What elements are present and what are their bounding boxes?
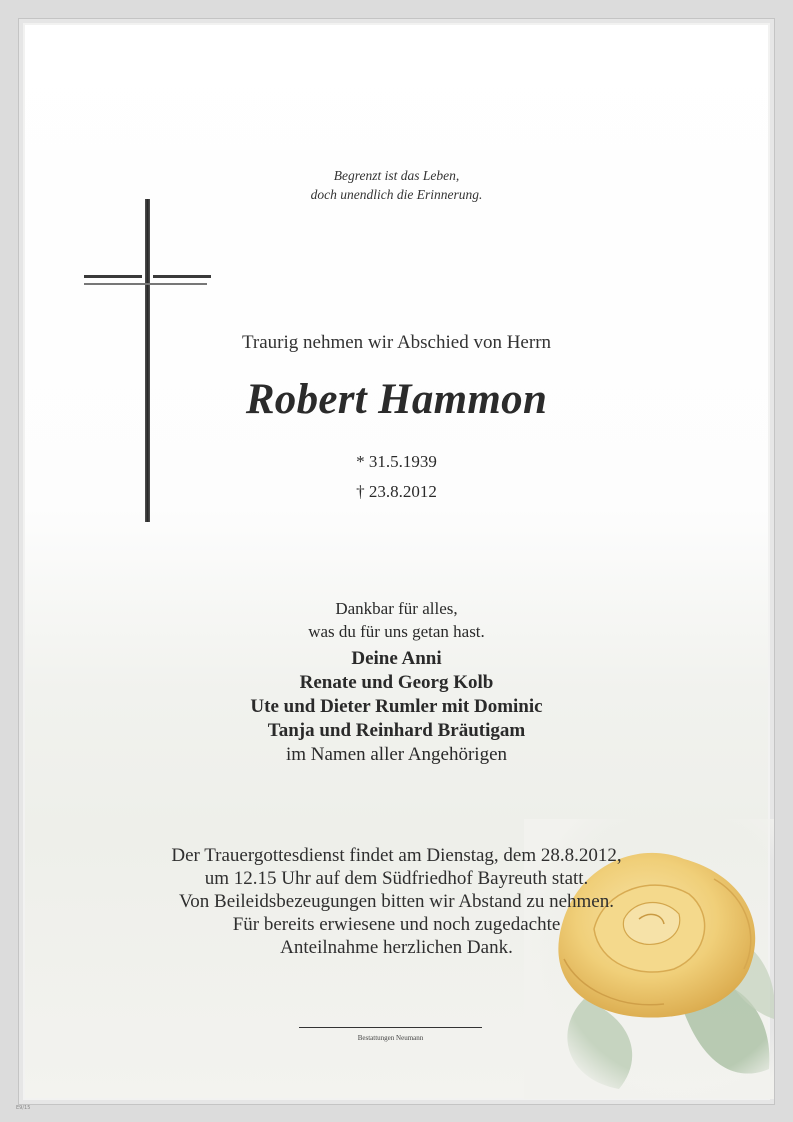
signature-line	[299, 1027, 482, 1028]
family-member: Deine Anni	[351, 648, 442, 669]
motto-line-1: Begrenzt ist das Leben,	[333, 168, 460, 183]
family-member: Renate und Georg Kolb	[299, 672, 494, 693]
motto-line-2: doch unendlich die Erinnerung.	[310, 187, 483, 202]
death-date: † 23.8.2012	[356, 482, 437, 501]
obituary-card	[18, 18, 775, 1105]
thanks-line-1: Dankbar für alles,	[335, 599, 458, 618]
family-closing: im Namen aller Angehörigen	[285, 744, 508, 765]
service-line: Anteilnahme herzlichen Dank.	[280, 937, 513, 958]
birth-date: * 31.5.1939	[356, 452, 437, 471]
family-member: Ute und Dieter Rumler mit Dominic	[250, 696, 543, 717]
undertaker-name: Bestattungen Neumann	[357, 1034, 424, 1042]
motto	[19, 166, 774, 204]
service-line: Von Beileidsbezeugungen bitten wir Abstand zu nehmen.	[179, 891, 614, 912]
service-info	[19, 844, 774, 959]
footer-code: E9/15	[16, 1105, 31, 1111]
family-list	[19, 647, 774, 767]
thanks-text	[19, 597, 774, 643]
service-line: um 12.15 Uhr auf dem Südfriedhof Bayreuth statt.	[204, 868, 589, 889]
intro-text: Traurig nehmen wir Abschied von Herrn	[241, 332, 552, 353]
thanks-line-2: was du für uns getan hast.	[308, 622, 485, 641]
family-member: Tanja und Reinhard Bräutigam	[267, 720, 526, 741]
deceased-name: Robert Hammon	[245, 376, 548, 423]
service-line: Für bereits erwiesene und noch zugedachte	[232, 914, 561, 935]
cross-icon	[79, 191, 219, 526]
service-line: Der Trauergottesdienst findet am Dienstag, dem 28.8.2012,	[171, 845, 622, 866]
